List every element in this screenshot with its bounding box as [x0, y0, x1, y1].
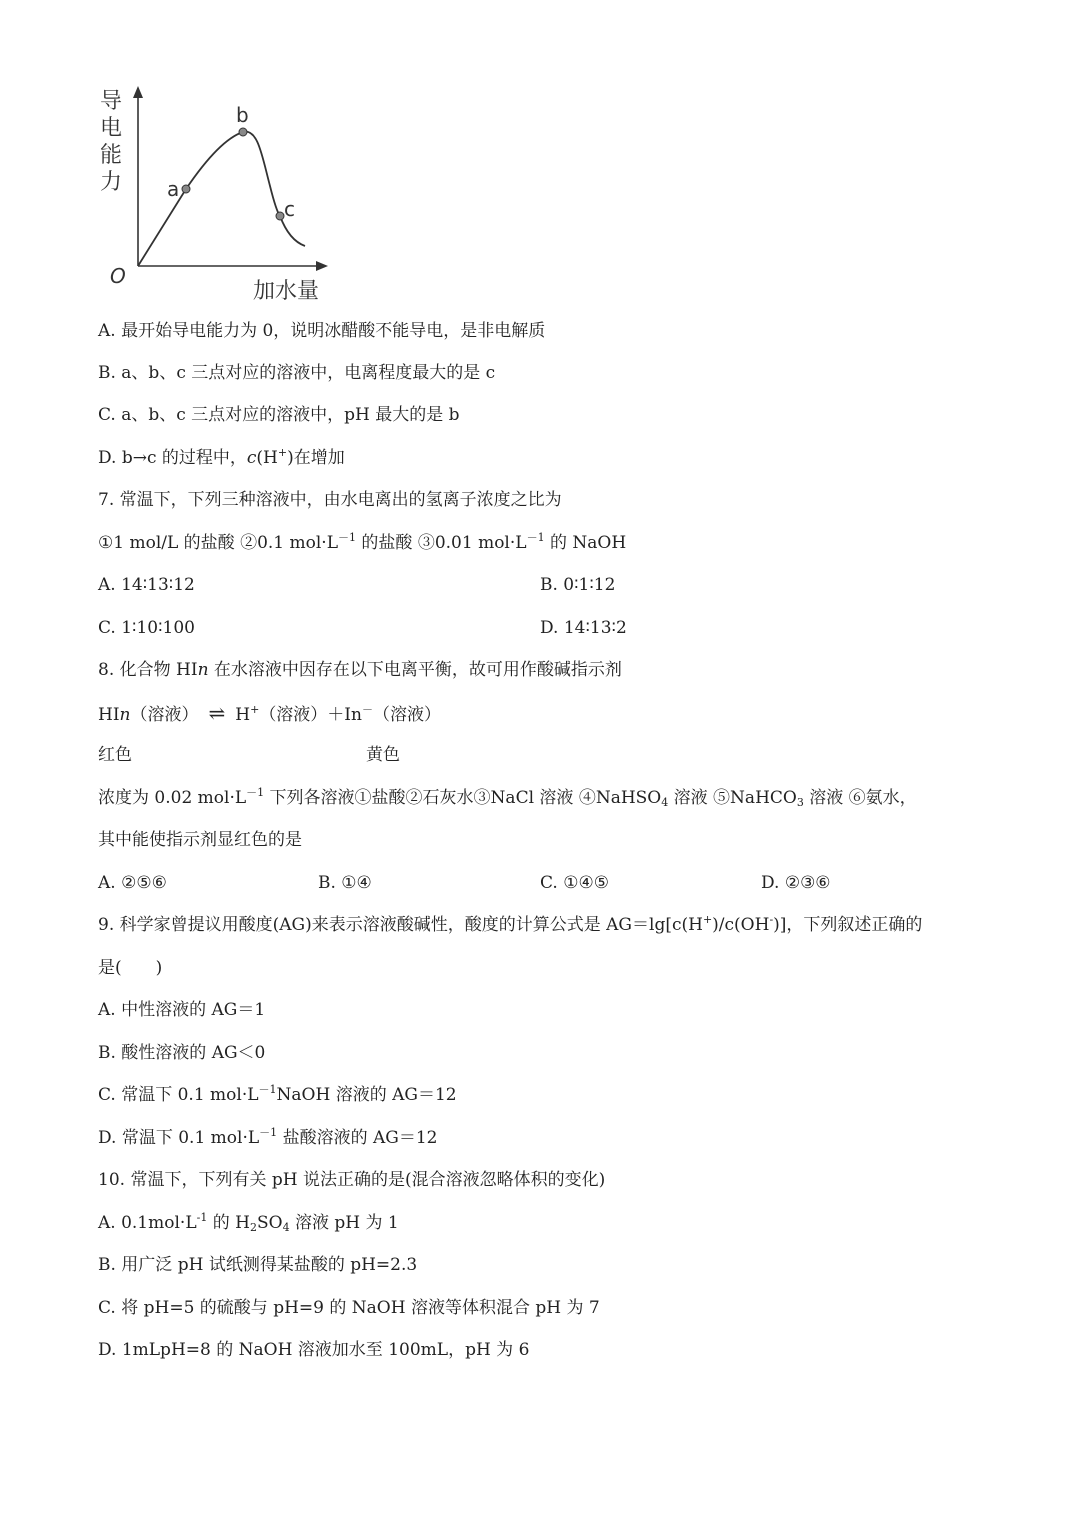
q8-concentration: 浓度为 0.02 $mol\cdot L^{-1}$ 下列各溶液①盐酸②石灰水③NaCl 溶液 ④NaHSO$_4$ 溶液 ⑤NaHCO$_3$ 溶液 ⑥氨水， [98, 786, 917, 809]
q8-equation: HIn（溶液） ⇌ H+（溶液）＋In－（溶液） [98, 701, 441, 725]
point-c [276, 212, 284, 220]
q10-option-c: C. 将 pH=5 的硫酸与 pH=9 的 NaOH 溶液等体积混合 pH 为 7 [98, 1298, 600, 1318]
point-c-label: c [284, 197, 295, 221]
q8-stem: 8. 化合物 HIn 在水溶液中因存在以下电离平衡，故可用作酸碱指示剂 [98, 660, 622, 680]
point-b [239, 128, 247, 136]
q8-option-b: B. ①④ [318, 873, 372, 893]
q8-option-a: A. ②⑤⑥ [98, 873, 167, 893]
q8-option-d: D. ②③⑥ [761, 873, 831, 893]
y-axis-arrow [133, 86, 143, 98]
q9-option-c: C. 常温下 0.1 $mol\cdot L^{-1}NaOH$ 溶液的 AG＝12 [98, 1083, 457, 1105]
q9-option-d: D. 常温下 0.1 $mol\cdot L^{-1}$ 盐酸溶液的 AG＝12 [98, 1126, 438, 1148]
equilibrium-arrow: ⇌ [208, 701, 226, 725]
q9-stem-cont: 是( ) [98, 958, 163, 978]
x-axis-label: 加水量 [253, 279, 320, 304]
q6-option-c: C. a、b、c 三点对应的溶液中，pH 最大的是 b [98, 405, 460, 425]
q10-option-b: B. 用广泛 pH 试纸测得某盐酸的 pH=2.3 [98, 1255, 418, 1275]
q7-option-b: B. 0∶1∶12 [540, 575, 616, 595]
q9-option-a: A. 中性溶液的 AG＝1 [98, 1000, 266, 1020]
q8-question: 其中能使指示剂显红色的是 [98, 830, 302, 850]
q10-stem: 10. 常温下，下列有关 pH 说法正确的是(混合溶液忽略体积的变化) [98, 1170, 606, 1190]
q6-option-a: A. 最开始导电能力为 0，说明冰醋酸不能导电，是非电解质 [98, 321, 546, 341]
point-b-label: b [236, 103, 249, 127]
q7-option-a: A. 14∶13∶12 [98, 575, 195, 595]
q8-option-c: C. ①④⑤ [540, 873, 609, 893]
y-label-char: 能 [100, 143, 123, 168]
q6-option-d: D. b→c 的过程中，c(H+)在增加 [98, 446, 345, 468]
conductivity-curve [138, 132, 305, 266]
y-label-char: 力 [100, 170, 123, 195]
x-axis-arrow [316, 261, 328, 271]
q7-option-d: D. 14∶13∶2 [540, 618, 627, 638]
conductivity-graph [100, 86, 340, 306]
q9-stem: 9. 科学家曾提议用酸度(AG)来表示溶液酸碱性，酸度的计算公式是 AG＝lg[c(H+)/c(OH-)]，下列叙述正确的 [98, 913, 923, 935]
q8-color-yellow: 黄色 [366, 745, 400, 765]
y-label-char: 导 [100, 89, 123, 114]
y-axis-label [100, 89, 122, 195]
q10-option-d: D. 1mLpH=8 的 NaOH 溶液加水至 100mL，pH 为 6 [98, 1340, 530, 1360]
point-a-label: a [167, 177, 180, 201]
q7-option-c: C. 1∶10∶100 [98, 618, 195, 638]
q7-stem: 7. 常温下，下列三种溶液中，由水电离出的氢离子浓度之比为 [98, 490, 562, 510]
origin-label: O [110, 264, 126, 288]
q9-option-b: B. 酸性溶液的 AG＜0 [98, 1043, 266, 1063]
q10-option-a: A. $0.1mol\cdot L^{-1}$ 的 $H_2SO_4$ 溶液 pH 为 1 [98, 1211, 399, 1234]
y-label-char: 电 [100, 116, 123, 141]
point-a [182, 185, 190, 193]
q7-solutions: ①1 mol/L 的盐酸 ②0.1 $mol\cdot L^{-1}$ 的盐酸 ③0.01 $mol\cdot L^{-1}$ 的 NaOH [98, 531, 627, 553]
q8-color-red: 红色 [98, 745, 132, 765]
q6-option-b: B. a、b、c 三点对应的溶液中，电离程度最大的是 c [98, 363, 496, 383]
